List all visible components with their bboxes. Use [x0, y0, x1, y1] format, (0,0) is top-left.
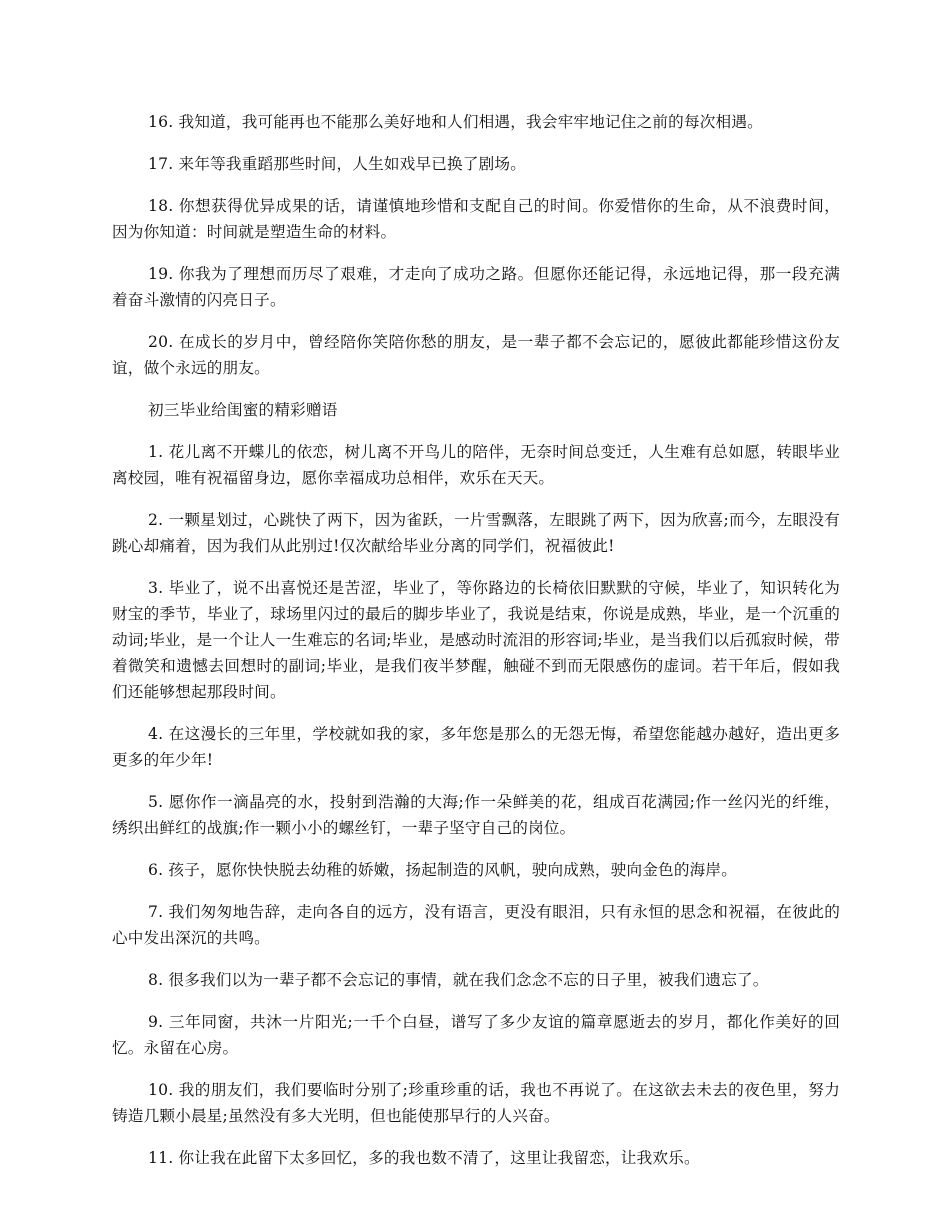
paragraph-2: 2. 一颗星划过，心跳快了两下，因为雀跃，一片雪飘落，左眼跳了两下，因为欣喜;而今，左眼没有跳心却痛着，因为我们从此别过!仅次献给毕业分离的同学们，祝福彼此! — [112, 511, 840, 555]
document-page — [112, 109, 840, 1187]
paragraph-19: 19. 你我为了理想而历尽了艰难，才走向了成功之路。但愿你还能记得，永远地记得，那一段充满着奋斗激情的闪亮日子。 — [112, 265, 840, 309]
paragraph-3: 3. 毕业了，说不出喜悦还是苦涩，毕业了，等你路边的长椅依旧默默的守候，毕业了，知识转化为财宝的季节，毕业了，球场里闪过的最后的脚步毕业了，我说是结束，你说是成熟，毕业，是一个沉重的动词;毕业，是一个让人一生难忘的名词;毕业，是感动时流泪的形容词;毕业，是当我们以后孤寂时候，带着微笑和遗憾去回想时的副词;毕业，是我们夜半梦醒，触碰不到而无限感伤的虚词。若干年后，假如我们还能够想起那段时间。 — [112, 579, 840, 701]
paragraph-7: 7. 我们匆匆地告辞，走向各自的远方，没有语言，更没有眼泪，只有永恒的思念和祝福，在彼此的心中发出深沉的共鸣。 — [112, 903, 840, 947]
paragraph-16: 16. 我知道，我可能再也不能那么美好地和人们相遇，我会牢牢地记住之前的每次相遇。 — [148, 113, 763, 131]
paragraph-6: 6. 孩子，愿你快快脱去幼稚的娇嫩，扬起制造的风帆，驶向成熟，驶向金色的海岸。 — [148, 861, 738, 879]
paragraph-11: 11. 你让我在此留下太多回忆，多的我也数不清了，这里让我留恋，让我欢乐。 — [148, 1149, 700, 1167]
paragraph-10: 10. 我的朋友们，我们要临时分别了;珍重珍重的话，我也不再说了。在这欲去未去的夜色里，努力铸造几颗小晨星;虽然没有多大光明，但也能使那早行的人兴奋。 — [112, 1081, 840, 1125]
section-heading: 初三毕业给闺蜜的精彩赠语 — [148, 401, 338, 419]
paragraph-20: 20. 在成长的岁月中，曾经陪你笑陪你愁的朋友，是一辈子都不会忘记的，愿彼此都能珍惜这份友谊，做个永远的朋友。 — [112, 333, 840, 377]
paragraph-17: 17. 来年等我重蹈那些时间，人生如戏早已换了剧场。 — [148, 155, 527, 173]
paragraph-4: 4. 在这漫长的三年里，学校就如我的家，多年您是那么的无怨无悔，希望您能越办越好，造出更多更多的年少年! — [112, 725, 840, 769]
paragraph-18: 18. 你想获得优异成果的话，请谨慎地珍惜和支配自己的时间。你爱惜你的生命，从不浪费时间，因为你知道：时间就是塑造生命的材料。 — [112, 197, 840, 241]
paragraph-1: 1. 花儿离不开蝶儿的依恋，树儿离不开鸟儿的陪伴，无奈时间总变迁，人生难有总如愿，转眼毕业离校园，唯有祝福留身边，愿你幸福成功总相伴，欢乐在天天。 — [112, 443, 840, 487]
paragraph-5: 5. 愿你作一滴晶亮的水，投射到浩瀚的大海;作一朵鲜美的花，组成百花满园;作一丝闪光的纤维，绣织出鲜红的战旗;作一颗小小的螺丝钉，一辈子坚守自己的岗位。 — [112, 793, 840, 837]
paragraph-8: 8. 很多我们以为一辈子都不会忘记的事情，就在我们念念不忘的日子里，被我们遗忘了。 — [148, 971, 769, 989]
paragraph-9: 9. 三年同窗，共沐一片阳光;一千个白昼，谱写了多少友谊的篇章愿逝去的岁月，都化作美好的回忆。永留在心房。 — [112, 1013, 840, 1057]
